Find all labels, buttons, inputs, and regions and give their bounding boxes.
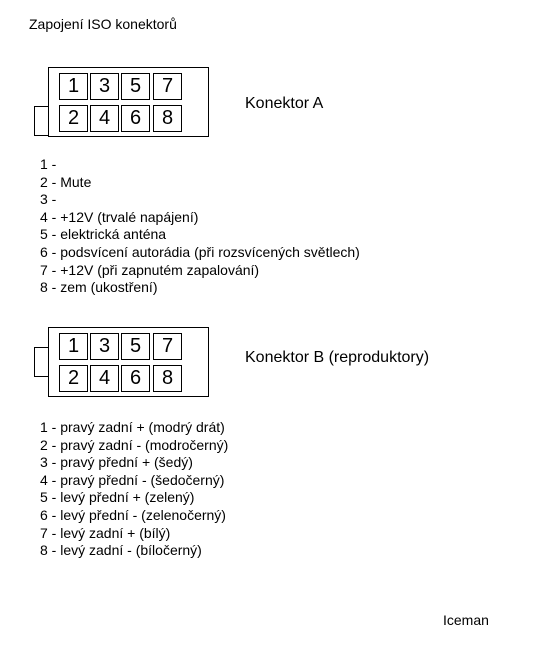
connector-a-label: Konektor A xyxy=(245,95,324,112)
connector-a-pin-3: 3 xyxy=(90,73,119,100)
list-item: 4 - pravý přední - (šedočerný) xyxy=(40,471,225,488)
connector-a-pin-4: 4 xyxy=(90,105,119,132)
connector-b-pin-3: 3 xyxy=(90,333,119,360)
list-item: 7 - +12V (při zapnutém zapalování) xyxy=(40,261,260,278)
list-item: 7 - levý zadní + (bílý) xyxy=(40,524,171,541)
list-item: 4 - +12V (trvalé napájení) xyxy=(40,208,199,225)
connector-b-diagram xyxy=(34,327,209,397)
page-title: Zapojení ISO konektorů xyxy=(29,16,177,32)
list-item: 8 - zem (ukostření) xyxy=(40,279,158,296)
list-item: 1 - pravý zadní + (modrý drát) xyxy=(40,419,225,435)
connector-a-pin-5: 5 xyxy=(121,73,150,100)
connector-a-pin-1: 1 xyxy=(59,73,88,100)
list-item: 2 - Mute xyxy=(40,173,92,190)
author-signature: Iceman xyxy=(443,612,489,628)
list-item: 3 - pravý přední + (šedý) xyxy=(40,454,193,471)
list-item: 6 - levý přední - (zelenočerný) xyxy=(40,506,226,523)
list-item: 6 - podsvícení autorádia (při rozsvícených světlech) xyxy=(40,243,360,260)
connector-b-pin-list xyxy=(40,419,228,560)
connector-b-body xyxy=(48,327,209,397)
connector-b-pin-6: 6 xyxy=(121,365,150,392)
connector-b-pin-8: 8 xyxy=(153,365,182,392)
list-item: 8 - levý zadní - (bíločerný) xyxy=(40,542,202,559)
connector-b-pin-1: 1 xyxy=(59,333,88,360)
list-item: 1 - xyxy=(40,156,57,172)
connector-b-pin-2: 2 xyxy=(59,365,88,392)
connector-a-body xyxy=(48,67,209,137)
list-item: 5 - levý přední + (zelený) xyxy=(40,489,195,506)
connector-a-pin-6: 6 xyxy=(121,105,150,132)
list-item: 3 - xyxy=(40,191,57,208)
connector-b-pin-7: 7 xyxy=(153,333,182,360)
connector-a-diagram xyxy=(34,67,209,137)
list-item: 2 - pravý zadní - (modročerný) xyxy=(40,436,229,453)
connector-b-pin-5: 5 xyxy=(121,333,150,360)
connector-a-pin-8: 8 xyxy=(153,105,182,132)
connector-b-label: Konektor B (reproduktory) xyxy=(245,349,430,366)
connector-a-pin-2: 2 xyxy=(59,105,88,132)
connector-a-pin-list xyxy=(40,156,360,297)
connector-b-pin-4: 4 xyxy=(90,365,119,392)
list-item: 5 - elektrická anténa xyxy=(40,226,167,243)
connector-a-pin-7: 7 xyxy=(153,73,182,100)
